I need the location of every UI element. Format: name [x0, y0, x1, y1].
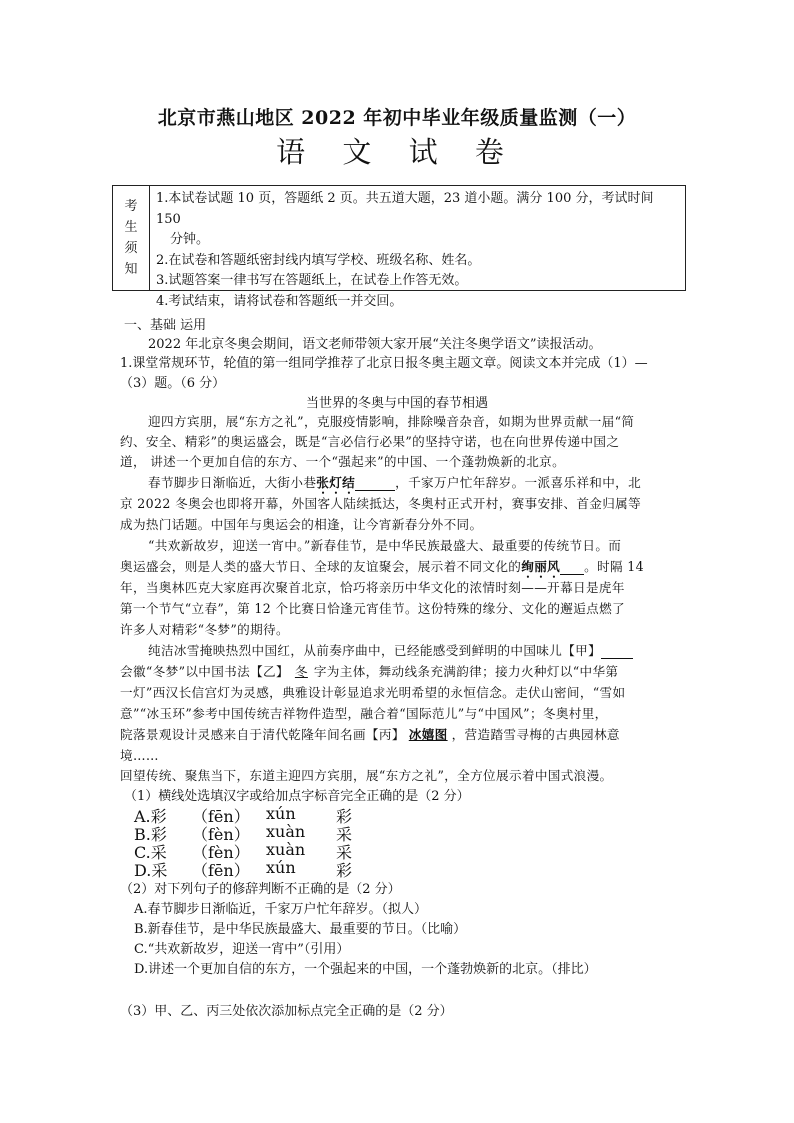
article-paragraph-line: 许多人对精彩“冬梦”的期待。: [120, 622, 289, 637]
article-paragraph-line: 回望传统、聚焦当下，东道主迎四方宾朋，展“东方之礼”，全方位展示着中国式浪漫。: [120, 768, 613, 783]
option-letter: A.彩: [134, 807, 167, 826]
option-pinyin: xuàn: [266, 822, 306, 841]
notice-item: 2.在试卷和答题纸密封线内填写学校、班级名称、姓名。: [156, 252, 481, 268]
painting-title: 冰嬉图: [408, 727, 448, 742]
article-title: 当世界的冬奥与中国的春节相遇: [305, 396, 488, 411]
option-pinyin: （fēn）: [192, 807, 250, 826]
option-char: 采: [336, 843, 353, 862]
article-text: 纯洁冰雪掩映热烈中国红，从前奏序曲中，已经能感受到鲜明的中国味儿【甲】: [148, 643, 602, 658]
sub-question-2: （2）对下列句子的修辞判断不正确的是（2 分）: [120, 882, 401, 897]
option-pinyin: （fèn）: [192, 825, 250, 844]
article-paragraph-line: 成为热门话题。中国年与奥运会的相逢，让今宵新春分外不同。: [120, 517, 483, 532]
option: D.讲述一个更加自信的东方，一个强起来的中国，一个蓬勃焕新的北京。（排比）: [134, 962, 597, 977]
notice-item: 3.试题答案一律书写在答题纸上，在试卷上作答无效。: [156, 273, 468, 288]
notice-label-char: 须: [124, 241, 138, 256]
question-1-stem: 1.课堂常规环节，轮值的第一组同学推荐了北京日报冬奥主题文章。阅读文本并完成（1）—: [120, 356, 648, 371]
article-text: 春节脚步日渐临近，大街小巷: [148, 475, 317, 490]
article-text: 字为主体，舞动线条充满韵律；接力火种灯以“中华第: [313, 664, 619, 679]
article-text: 会徽“冬梦”以中国书法【乙】: [120, 664, 289, 679]
notice-label-char: 生: [124, 220, 138, 235]
article-paragraph-line: 道， 讲述一个更加自信的东方、一个“强起来”的中国、一个蓬勃焕新的北京。: [120, 454, 566, 469]
article-paragraph-line: 约、安全、精彩”的奥运盛会，既是“言必信行必果”的坚持守诺，也在向世界传递中国之: [120, 434, 620, 449]
punctuation-blank-jia: [601, 643, 633, 659]
article-text: ，千家万户忙年辞岁。一派喜乐祥和中，北: [395, 475, 642, 490]
option-letter: D.采: [134, 861, 168, 880]
notice-item: 1.本试卷试题 10 页，答题纸 2 页。共五道大题，23 道小题。满分 100 分，考试时间 150: [156, 191, 654, 227]
notice-box: [112, 185, 686, 309]
notice-label-char: 知: [124, 262, 138, 277]
notice-item: 4.考试结束，请将试卷和答题纸一并交回。: [156, 293, 403, 309]
option-pinyin: xuàn: [266, 840, 306, 859]
article-paragraph-line: 年，当奥林匹克大家庭再次聚首北京，恰巧将亲历中华文化的浓情时刻——开幕日是虎年: [120, 580, 625, 595]
article-paragraph-line: “共欢新故岁，迎送一宵中。”新春佳节，是中华民族最盛大、最重要的传统节日。而: [148, 538, 622, 553]
notice-item: 分钟。: [170, 232, 210, 247]
option-char: 采: [336, 825, 353, 844]
section-intro: 2022 年北京冬奥会期间，语文老师带领大家开展“关注冬奥学语文”读报活动。: [148, 337, 602, 352]
fill-blank: [355, 475, 395, 491]
article-text: 。时隔 14: [584, 559, 645, 574]
option-letter: C.采: [134, 843, 167, 862]
blank-target-word: 绚丽风: [521, 559, 561, 574]
section-heading: 一、基础 运用: [124, 318, 207, 333]
article-paragraph-line: 意”“冰玉环”参考中国传统吉祥物件造型，融合着“国际范儿”与“中国风”；冬奥村里，: [120, 706, 608, 721]
blank-target-word: 张灯结: [316, 475, 356, 490]
article-paragraph-line: [120, 661, 618, 680]
article-paragraph-line: 境……: [120, 748, 159, 763]
exam-title: 北京市燕山地区 2022 年初中毕业年级质量监测（一）: [157, 107, 637, 129]
option-pinyin: （fēn）: [192, 861, 250, 880]
notice-label-char: 考: [124, 199, 138, 214]
fill-blank: [560, 559, 584, 575]
article-paragraph-line: [148, 640, 633, 659]
sub-question-1: （1）横线处选填汉字或给加点字标音完全正确的是（2 分）: [124, 789, 470, 804]
notice-label: [113, 186, 150, 290]
exam-subtitle: 语 文 试 卷: [276, 135, 518, 169]
option: C.“共欢新故岁，迎送一宵中”（引用）: [134, 942, 350, 957]
article-paragraph-line: 京 2022 冬奥会也即将开幕，外国客人陆续抵达，冬奥村正式开村，赛事安排、首金归属等: [120, 496, 642, 511]
option-pinyin: （fèn）: [192, 843, 250, 862]
article-text: 奥运盛会，则是人类的盛大节日、全球的友谊聚会，展示着不同文化的: [120, 559, 522, 574]
option-letter: B.彩: [134, 825, 167, 844]
notice-items: [150, 186, 685, 309]
question-1-stem-cont: （3）题。（6 分）: [120, 376, 226, 391]
option: B.新春佳节，是中华民族最盛大、最重要的节日。（比喻）: [134, 922, 467, 937]
option: A.春节脚步日渐临近，千家万户忙年辞岁。（拟人）: [134, 902, 428, 917]
option-pinyin: xún: [266, 858, 296, 877]
article-text: ，营造踏雪寻梅的古典园林意: [451, 727, 620, 742]
article-paragraph-line: 第一个节气“立春”，第 12 个比赛日恰逢元宵佳节。这份特殊的缘分、文化的邂逅点燃了: [120, 601, 625, 616]
article-paragraph-line: 一灯”西汉长信宫灯为灵感，典雅设计彰显追求光明希望的永恒信念。走伏山密间，“雪如: [120, 685, 626, 700]
option-char: 彩: [336, 807, 353, 826]
sub-question-3: （3）甲、乙、丙三处依次添加标点完全正确的是（2 分）: [120, 1004, 453, 1019]
option-char: 彩: [336, 861, 353, 880]
article-paragraph-line: 迎四方宾朋，展“东方之礼”，克服疫情影响，排除噪音杂音，如期为世界贡献一届“简: [148, 414, 635, 429]
underlined-word: 冬: [294, 664, 308, 679]
article-paragraph-line: [120, 724, 620, 743]
option-pinyin: xún: [266, 804, 296, 823]
article-text: 院落景观设计灵感来自于清代乾隆年间名画【丙】: [120, 727, 405, 742]
